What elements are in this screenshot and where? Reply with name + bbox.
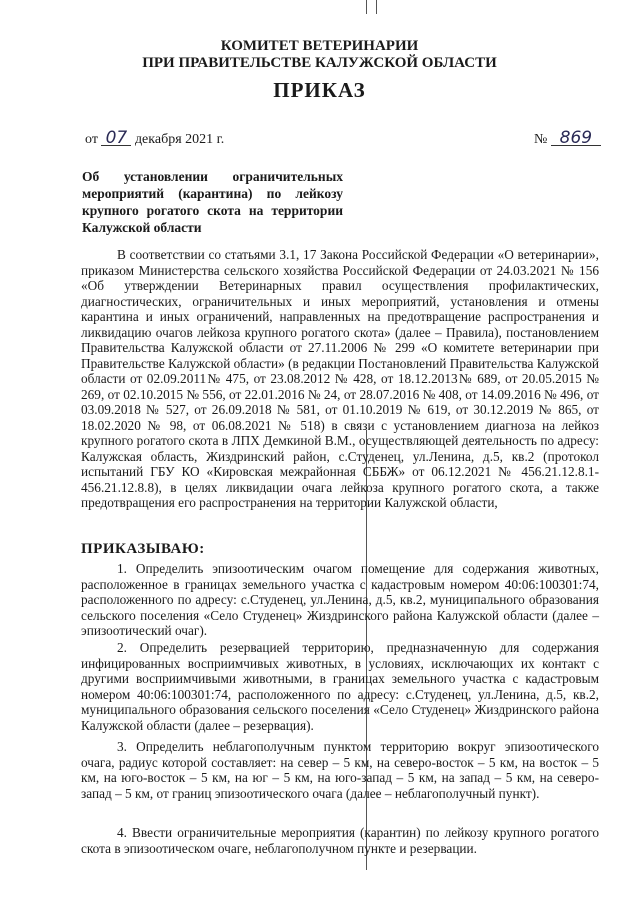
order-item: [81, 561, 599, 639]
order-item: [81, 739, 599, 801]
order-item-text: 4. Ввести ограничительные мероприятия (карантин) по лейкозу крупного рогатого скота в эпизоотическом очаге, неблагополучном пункте и резервации.: [81, 825, 599, 856]
number-prefix: №: [534, 132, 548, 147]
order-item-text: 1. Определить эпизоотическим очагом помещение для содержания животных, расположенное в границах земельного участка с кадастровым номером 40:06:100301:74, расположенного по адресу: с.Студенец, ул.Ленина, д.5, кв.2, муниципального образования сельского поселения «Село Студенец» Жиздринского района Калужской области (далее – эпизоотический очаг).: [81, 561, 599, 638]
order-item-text: 2. Определить резервацией территорию, предназначенную для содержания инфицированных восприимчивых животных, в условиях, исключающих их контакт с другими восприимчивыми животными, в границах земельного участка с кадастровым номером 40:06:100301:74, расположенного по адресу: с.Студенец, ул.Ленина, д.5, кв.2, муниципального образования сельского поселения «Село Студенец» Жиздринского района Калужской области (далее – резервация).: [81, 640, 599, 733]
preamble-paragraph: В соответствии со статьями 3.1, 17 Закона Российской Федерации «О ветеринарии», приказом Министерства сельского хозяйства Российской Федерации от 24.03.2021 № 156 «Об утверждении Ветеринарных правил осуществления профилактических, диагностических, ограничительных и иных мероприятий, установления и отмены карантина и иных ограничений, направленных на предотвращение распространения и ликвидацию очагов лейкоза крупного рогатого скота» (далее – Правила), постановлением Правительства Калужской области от 27.11.2006 № 299 «О комитете ветеринарии при Правительстве Калужской области» (в редакции Постановлений Правительства Калужской области от 02.09.2011№ 475, от 23.08.2012 № 428, от 18.12.2013№ 689, от 20.05.2015 № 269, от 02.10.2015 № 556, от 22.01.2016 № 24, от 28.07.2016 № 408, от 14.09.2016 № 496, от 03.09.2018 № 527, от 26.09.2018 № 581, от 01.10.2019 № 619, от 30.12.2019 № 865, от 18.02.2020 № 98, от 06.08.2021 № 518) в связи с установлением диагноза на лейкоз крупного рогатого скота в ЛПХ Демкиной В.М., осуществляющей деятельность по адресу: Калужская область, Жиздринский район, с.Студенец, ул.Ленина, д.5, кв.2 (протокол испытаний ГБУ КО «Кировская межрайонная СББЖ» от 06.12.2021 № 456.21.12.8.1-456.21.12.8.8), в целях ликвидации очага лейкоза крупного рогатого скота, а также предотвращения его распространения на территории Калужской области,: [81, 247, 599, 510]
order-item-text: 3. Определить неблагополучным пунктом территорию вокруг эпизоотического очага, радиус которой составляет: на север – 5 км, на северо-восток – 5 км, на восток – 5 км, на юго-восток – 5 км, на юг – 5 км, на юго-запад – 5 км, на запад – 5 км, на северо-запад – 5 км, от границ эпизоотического очага (далее – неблагополучный пункт).: [81, 739, 599, 801]
date-day-handwritten: 07: [101, 131, 131, 146]
order-item: [81, 640, 599, 733]
date-month-year: декабря 2021 г.: [134, 132, 225, 147]
scan-fold-line: [376, 0, 377, 14]
preamble-block: [81, 247, 599, 511]
document-number: [534, 128, 601, 148]
document-type-title: ПРИКАЗ: [273, 78, 366, 102]
document-subject: Об установлении ограничительных мероприятий (карантина) по лейкозу крупного рогатого скота на территории Калужской области: [82, 169, 343, 235]
order-item: [81, 825, 599, 856]
org-name-line2: ПРИ ПРАВИТЕЛЬСТВЕ КАЛУЖСКОЙ ОБЛАСТИ: [142, 55, 497, 71]
decree-heading: ПРИКАЗЫВАЮ:: [81, 541, 205, 557]
number-value-handwritten: 869: [551, 131, 601, 146]
document-date: [85, 128, 225, 148]
scan-fold-line: [366, 0, 367, 14]
date-prefix: от: [85, 132, 98, 147]
org-name-line1: КОМИТЕТ ВЕТЕРИНАРИИ: [220, 38, 419, 54]
